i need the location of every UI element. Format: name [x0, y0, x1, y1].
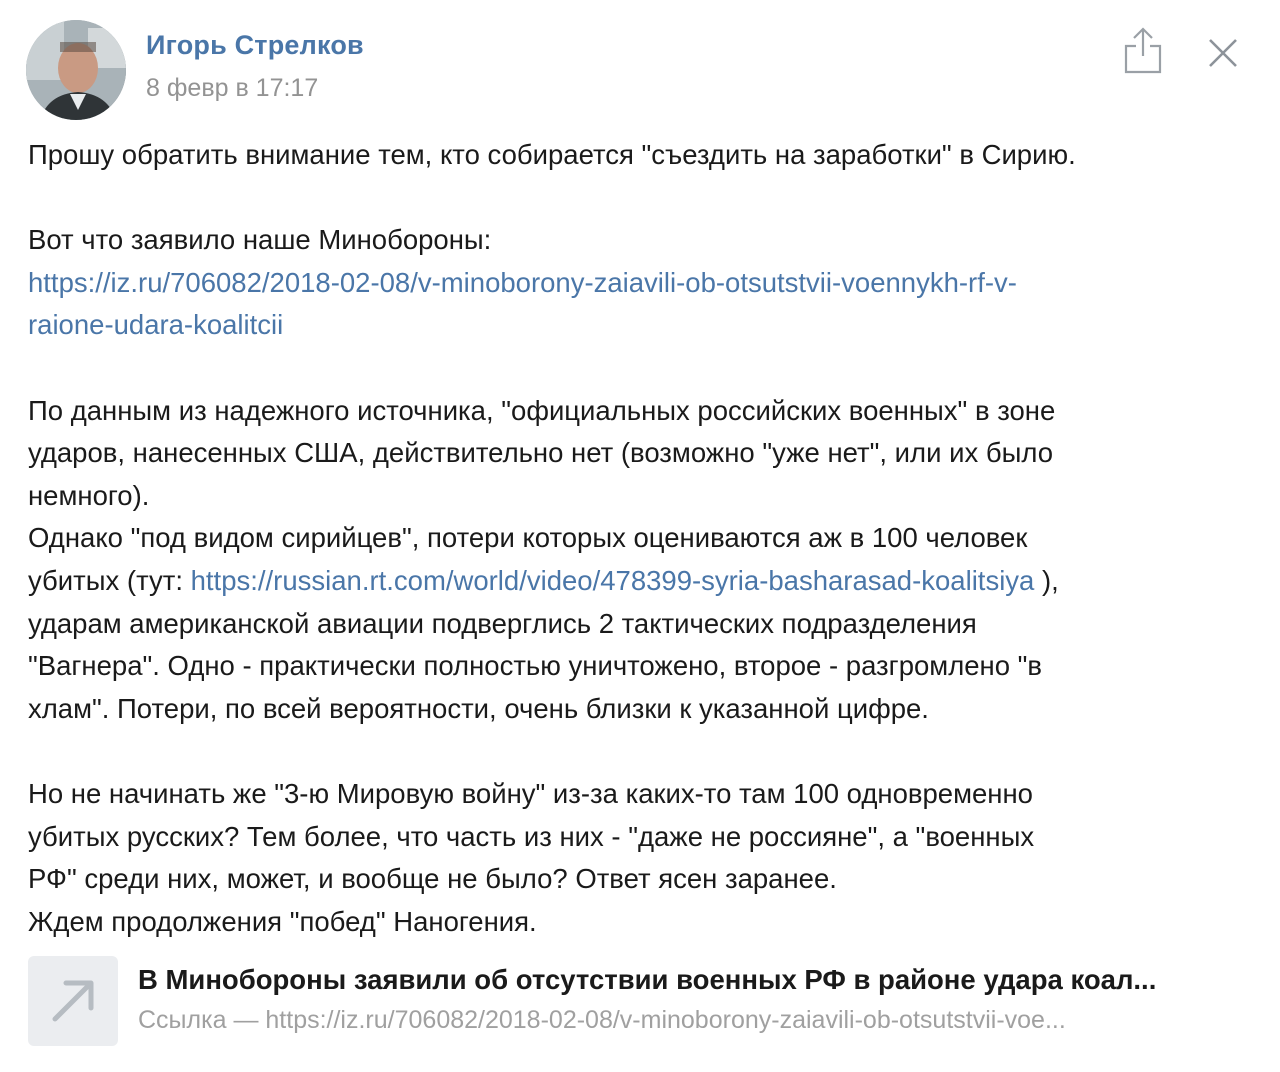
post-line: ударов, нанесенных США, действительно нет (возможно "уже нет", или их было	[28, 437, 1054, 469]
post-line: РФ" среди них, может, и вообще не было? Ответ ясен заранее.	[28, 863, 837, 895]
author-name[interactable]: Игорь Стрелков	[146, 30, 364, 60]
post-paragraph: Вот что заявило наше Минобороны:	[28, 224, 492, 256]
post-text-span: ),	[1034, 564, 1059, 596]
author-avatar[interactable]	[26, 20, 126, 120]
close-button[interactable]	[1200, 30, 1246, 76]
post-link-iz[interactable]: https://iz.ru/706082/2018-02-08/v-minoborony-zaiavili-ob-otsutstvii-voennykh-rf-v-	[28, 266, 1017, 298]
post-line: немного).	[28, 479, 150, 511]
post-line: убитых русских? Тем более, что часть из них - "даже не россияне", а "военных	[28, 820, 1035, 852]
post-paragraph: Прошу обратить внимание тем, кто собирается "съездить на заработки" в Сирию.	[28, 139, 1076, 170]
attachment-title: В Минобороны заявили об отсутствии военных РФ в районе удара коал...	[138, 964, 1157, 995]
post-header	[0, 0, 1280, 130]
post-line: По данным из надежного источника, "официальных российских военных" в зоне	[28, 394, 1056, 426]
close-icon	[1200, 30, 1246, 76]
post-date[interactable]: 8 февр в 17:17	[146, 74, 319, 102]
attachment-subtitle: Ссылка — https://iz.ru/706082/2018-02-08/v-minoborony-zaiavili-ob-otsutstvii-voe...	[138, 1006, 1066, 1034]
avatar-photo-icon	[26, 20, 126, 120]
arrow-up-right-icon	[28, 956, 118, 1046]
share-button[interactable]	[1122, 26, 1164, 76]
attachment-thumbnail	[28, 956, 118, 1046]
post-line: Ждем продолжения "побед" Наногения.	[28, 905, 537, 937]
share-icon	[1122, 26, 1164, 76]
post-text	[28, 134, 1268, 943]
link-attachment[interactable]	[28, 956, 1268, 1046]
post-text-span: убитых (тут:	[28, 564, 191, 596]
post-link-iz-continued[interactable]: raione-udara-koalitcii	[28, 309, 284, 341]
post-line: "Вагнера". Одно - практически полностью уничтожено, второе - разгромлено "в	[28, 650, 1043, 682]
post-line-with-link	[28, 560, 1268, 603]
post-line: ударам американской авиации подверглись 2 тактических подразделения	[28, 607, 977, 639]
post-line: хлам". Потери, по всей вероятности, очень близки к указанной цифре.	[28, 692, 929, 724]
post-link-rt[interactable]: https://russian.rt.com/world/video/478399-syria-basharasad-koalitsiya	[190, 564, 1035, 596]
post-line: Однако "под видом сирийцев", потери которых оцениваются аж в 100 человек	[28, 522, 1028, 554]
post-line: Но не начинать же "3-ю Мировую войну" из-за каких-то там 100 одновременно	[28, 777, 1033, 809]
